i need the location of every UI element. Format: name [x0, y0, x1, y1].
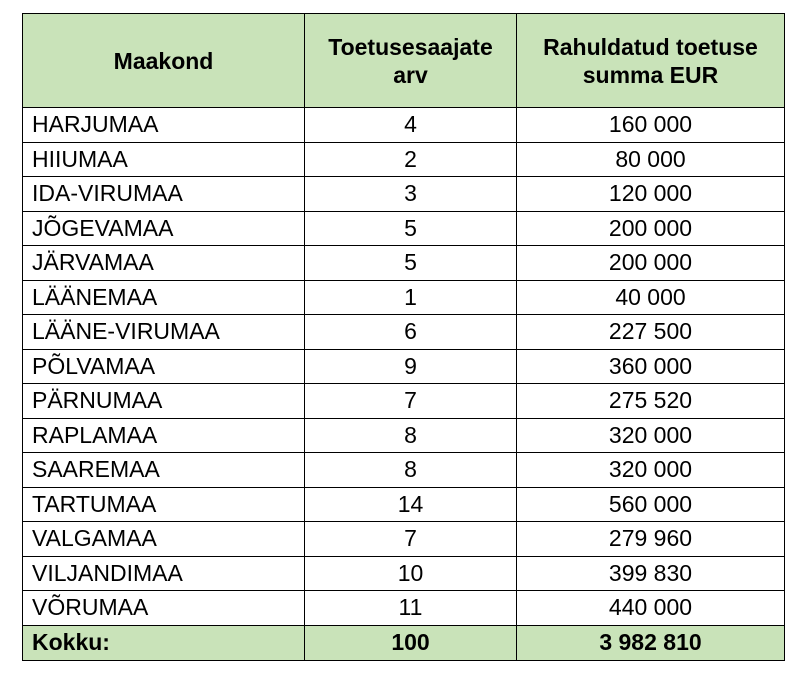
total-recipients: 100	[305, 625, 517, 660]
amount-cell: 399 830	[517, 556, 785, 591]
header-amount-line2: summa EUR	[582, 61, 719, 88]
table-row	[23, 591, 785, 626]
recipients-cell: 14	[305, 487, 517, 522]
recipients-cell: 11	[305, 591, 517, 626]
table-row	[23, 487, 785, 522]
county-cell: IDA-VIRUMAA	[23, 177, 305, 212]
amount-cell: 80 000	[517, 142, 785, 177]
header-recipients	[305, 14, 517, 108]
total-row	[23, 625, 785, 660]
table-row	[23, 280, 785, 315]
county-cell: VÕRUMAA	[23, 591, 305, 626]
recipients-cell: 6	[305, 315, 517, 350]
recipients-cell: 5	[305, 246, 517, 281]
header-recipients-line1: Toetusesaajate	[328, 33, 493, 60]
table-row	[23, 315, 785, 350]
amount-cell: 40 000	[517, 280, 785, 315]
county-cell: LÄÄNE-VIRUMAA	[23, 315, 305, 350]
header-recipients-line2: arv	[393, 61, 428, 88]
recipients-cell: 4	[305, 108, 517, 143]
recipients-cell: 3	[305, 177, 517, 212]
total-amount: 3 982 810	[517, 625, 785, 660]
table-row	[23, 556, 785, 591]
recipients-cell: 8	[305, 418, 517, 453]
recipients-cell: 9	[305, 349, 517, 384]
total-label: Kokku:	[23, 625, 305, 660]
county-cell: SAAREMAA	[23, 453, 305, 488]
county-cell: PÕLVAMAA	[23, 349, 305, 384]
table-row	[23, 453, 785, 488]
amount-cell: 275 520	[517, 384, 785, 419]
recipients-cell: 8	[305, 453, 517, 488]
recipients-cell: 5	[305, 211, 517, 246]
amount-cell: 120 000	[517, 177, 785, 212]
recipients-cell: 10	[305, 556, 517, 591]
amount-cell: 320 000	[517, 453, 785, 488]
county-cell: VILJANDIMAA	[23, 556, 305, 591]
amount-cell: 200 000	[517, 246, 785, 281]
county-grants-table	[22, 13, 785, 661]
county-cell: TARTUMAA	[23, 487, 305, 522]
header-row	[23, 14, 785, 108]
header-amount-line1: Rahuldatud toetuse	[543, 33, 758, 60]
recipients-cell: 1	[305, 280, 517, 315]
county-cell: PÄRNUMAA	[23, 384, 305, 419]
recipients-cell: 7	[305, 522, 517, 557]
amount-cell: 200 000	[517, 211, 785, 246]
county-cell: RAPLAMAA	[23, 418, 305, 453]
recipients-cell: 2	[305, 142, 517, 177]
amount-cell: 227 500	[517, 315, 785, 350]
table-footer	[23, 625, 785, 660]
table-body	[23, 108, 785, 626]
table-row	[23, 211, 785, 246]
table-row	[23, 177, 785, 212]
header-amount	[517, 14, 785, 108]
county-cell: VALGAMAA	[23, 522, 305, 557]
county-cell: HARJUMAA	[23, 108, 305, 143]
amount-cell: 560 000	[517, 487, 785, 522]
amount-cell: 360 000	[517, 349, 785, 384]
amount-cell: 320 000	[517, 418, 785, 453]
table-row	[23, 349, 785, 384]
header-county	[23, 14, 305, 108]
county-cell: HIIUMAA	[23, 142, 305, 177]
table-row	[23, 522, 785, 557]
amount-cell: 160 000	[517, 108, 785, 143]
county-cell: LÄÄNEMAA	[23, 280, 305, 315]
table-row	[23, 142, 785, 177]
recipients-cell: 7	[305, 384, 517, 419]
header-county-label: Maakond	[113, 47, 214, 74]
amount-cell: 440 000	[517, 591, 785, 626]
table-row	[23, 246, 785, 281]
county-cell: JÕGEVAMAA	[23, 211, 305, 246]
table-row	[23, 384, 785, 419]
table-row	[23, 418, 785, 453]
amount-cell: 279 960	[517, 522, 785, 557]
county-cell: JÄRVAMAA	[23, 246, 305, 281]
table-row	[23, 108, 785, 143]
table-header	[23, 14, 785, 108]
